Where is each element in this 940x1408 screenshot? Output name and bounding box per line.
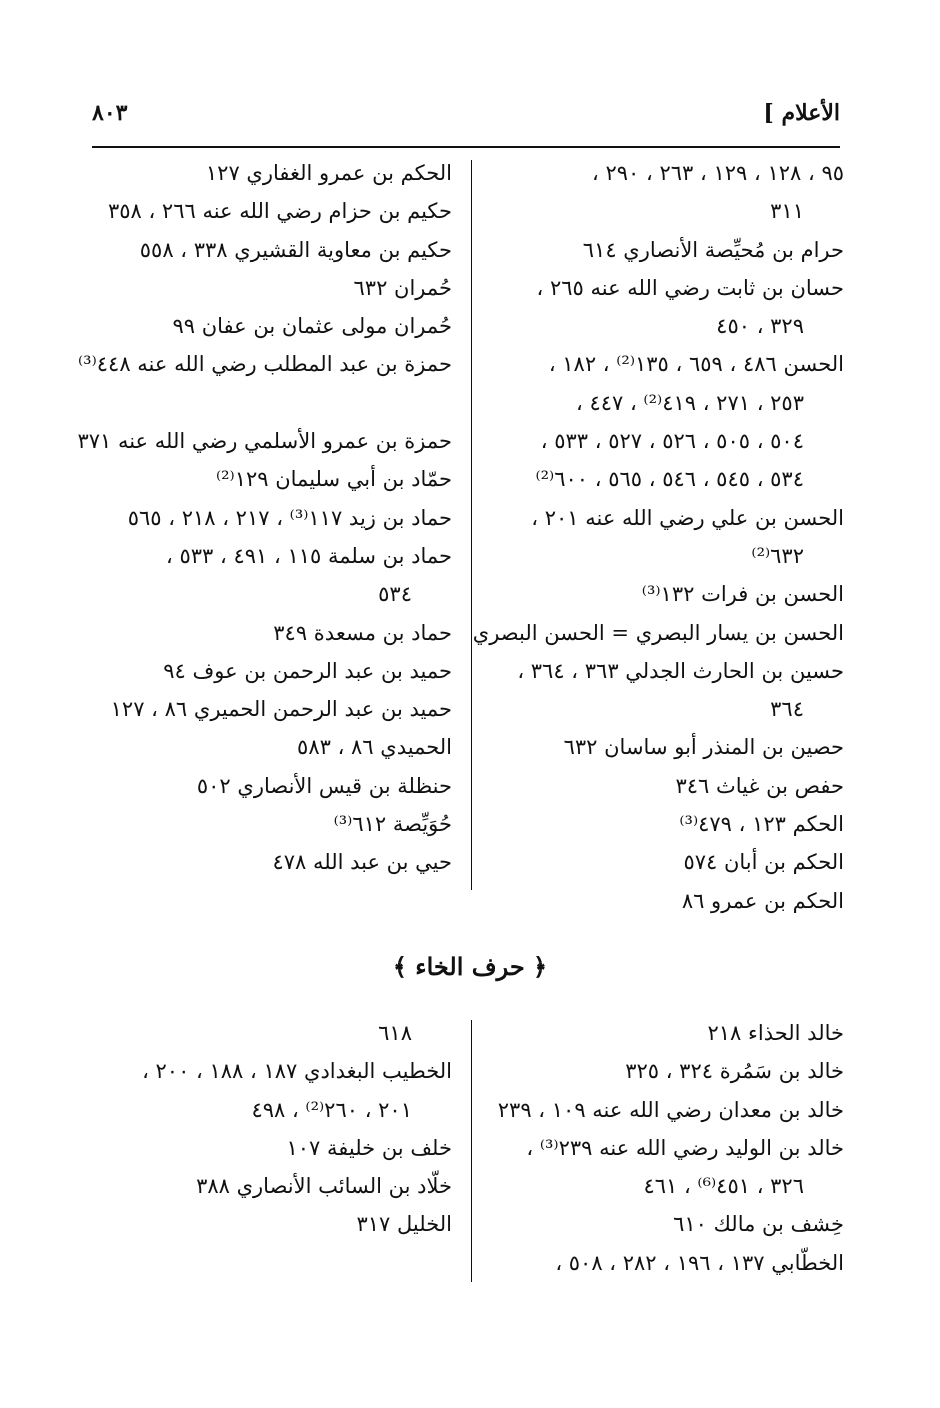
index-entry: حمّاد بن أبي سليمان ١٢٩⁽²⁾ — [215, 467, 452, 492]
index-entry: حميد بن عبد الرحمن الحميري ٨٦ ، ١٢٧ — [110, 697, 452, 722]
page-header — [92, 100, 840, 140]
index-entry: خالد بن الوليد رضي الله عنه ٢٣٩⁽³⁾ ، — [526, 1135, 844, 1160]
index-entry: الحسن ٤٨٦ ، ٦٥٩ ، ١٣٥⁽²⁾ ، ١٨٢ ، — [548, 352, 844, 377]
index-entry: ٣١١ — [770, 199, 804, 224]
index-entry: حنظلة بن قيس الأنصاري ٥٠٢ — [196, 773, 452, 798]
index-entry: ٩٥ ، ١٢٨ ، ١٢٩ ، ٢٦٣ ، ٢٩٠ ، — [592, 161, 844, 185]
header-rule — [92, 146, 840, 148]
index-entry: الخطيب البغدادي ١٨٧ ، ١٨٨ ، ٢٠٠ ، — [142, 1059, 452, 1084]
index-entry: الحسن بن فرات ١٣٢⁽³⁾ — [641, 582, 844, 607]
index-entry: حُمران مولى عثمان بن عفان ٩٩ — [172, 314, 452, 339]
index-entry: حكيم بن معاوية القشيري ٣٣٨ ، ٥٥٨ — [139, 237, 452, 262]
index-entry: خِشف بن مالك ٦١٠ — [673, 1212, 844, 1237]
index-entry: الحسن بن يسار البصري = الحسن البصري — [472, 620, 844, 645]
index-entry: حيي بن عبد الله ٤٧٨ — [272, 850, 452, 875]
column-divider — [471, 1020, 472, 1282]
column-divider — [471, 160, 472, 890]
index-entry: حصين بن المنذر أبو ساسان ٦٣٢ — [563, 735, 844, 760]
index-entry: ٣٢٩ ، ٤٥٠ — [716, 314, 804, 339]
index-entry: حمزة بن عبد المطلب رضي الله عنه ٤٤٨⁽³⁾ — [78, 352, 452, 377]
index-entry: حسين بن الحارث الجدلي ٣٦٣ ، ٣٦٤ ، — [517, 658, 844, 683]
index-entry: خالد بن سَمُرة ٣٢٤ ، ٣٢٥ — [625, 1059, 844, 1084]
right-column — [472, 154, 844, 920]
index-entry: الحكم ١٢٣ ، ٤٧٩⁽³⁾ — [679, 812, 844, 837]
right-column — [492, 1014, 844, 1282]
index-entry: حميد بن عبد الرحمن بن عوف ٩٤ — [163, 658, 452, 683]
left-column — [77, 154, 452, 882]
index-entry: الحسن بن علي رضي الله عنه ٢٠١ ، — [531, 505, 844, 530]
index-entry: ٥٠٤ ، ٥٠٥ ، ٥٢٦ ، ٥٢٧ ، ٥٣٣ ، — [540, 429, 804, 454]
header-title: الأعلام ] — [763, 100, 840, 126]
index-entry: ٢٠١ ، ٢٦٠⁽²⁾ ، ٤٩٨ — [251, 1097, 412, 1122]
index-entry: حُوَيِّصة ٦١٢⁽³⁾ — [333, 812, 452, 837]
index-entry: ٦١٨ — [378, 1021, 412, 1045]
index-entry: حمزة بن عمرو الأسلمي رضي الله عنه ٣٧١ — [77, 429, 452, 454]
index-entry: خلف بن خليفة ١٠٧ — [286, 1135, 452, 1160]
index-entry: ٥٣٤ — [378, 582, 412, 607]
page-number: ٨٠٣ — [92, 100, 128, 126]
index-entry: خالد الحذاء ٢١٨ — [707, 1021, 844, 1045]
index-entry: حكيم بن حزام رضي الله عنه ٢٦٦ ، ٣٥٨ — [107, 199, 452, 224]
index-entry: الحكم بن عمرو ٨٦ — [681, 888, 844, 913]
index-entry: ٣٦٤ — [770, 697, 804, 722]
index-entry: الحكم بن أبان ٥٧٤ — [683, 850, 844, 875]
index-entry: حرام بن مُحيِّصة الأنصاري ٦١٤ — [582, 237, 844, 262]
index-entry: حماد بن مسعدة ٣٤٩ — [273, 620, 452, 645]
index-entry: الخطّابي ١٣٧ ، ١٩٦ ، ٢٨٢ ، ٥٠٨ ، — [555, 1250, 844, 1275]
index-entry: حماد بن زيد ١١٧⁽³⁾ ، ٢١٧ ، ٢١٨ ، ٥٦٥ — [127, 505, 452, 530]
index-entry: الحكم بن عمرو الغفاري ١٢٧ — [205, 161, 452, 185]
index-entry — [92, 384, 452, 422]
section-heading: ﴿ حرف الخاء ﴾ — [392, 952, 548, 981]
index-entry: ٥٣٤ ، ٥٤٥ ، ٥٤٦ ، ٥٦٥ ، ٦٠٠⁽²⁾ — [535, 467, 804, 492]
index-entry: حفص بن غياث ٣٤٦ — [675, 773, 844, 798]
index-entry: خالد بن معدان رضي الله عنه ١٠٩ ، ٢٣٩ — [497, 1097, 844, 1122]
left-column — [92, 1014, 452, 1244]
index-entry: حماد بن سلمة ١١٥ ، ٤٩١ ، ٥٣٣ ، — [166, 543, 452, 568]
index-entry: ٦٣٢⁽²⁾ — [751, 543, 804, 568]
index-entry: الخليل ٣١٧ — [356, 1212, 452, 1237]
index-entry: حُمران ٦٣٢ — [353, 275, 452, 300]
index-entry: الحميدي ٨٦ ، ٥٨٣ — [297, 735, 452, 760]
index-entry: حسان بن ثابت رضي الله عنه ٢٦٥ ، — [536, 275, 844, 300]
index-entry: خلّاد بن السائب الأنصاري ٣٨٨ — [196, 1174, 452, 1199]
index-entry: ٣٢٦ ، ٤٥١⁽⁶⁾ ، ٤٦١ — [643, 1174, 804, 1199]
index-entry: ٢٥٣ ، ٢٧١ ، ٤١٩⁽²⁾ ، ٤٤٧ ، — [576, 390, 804, 415]
